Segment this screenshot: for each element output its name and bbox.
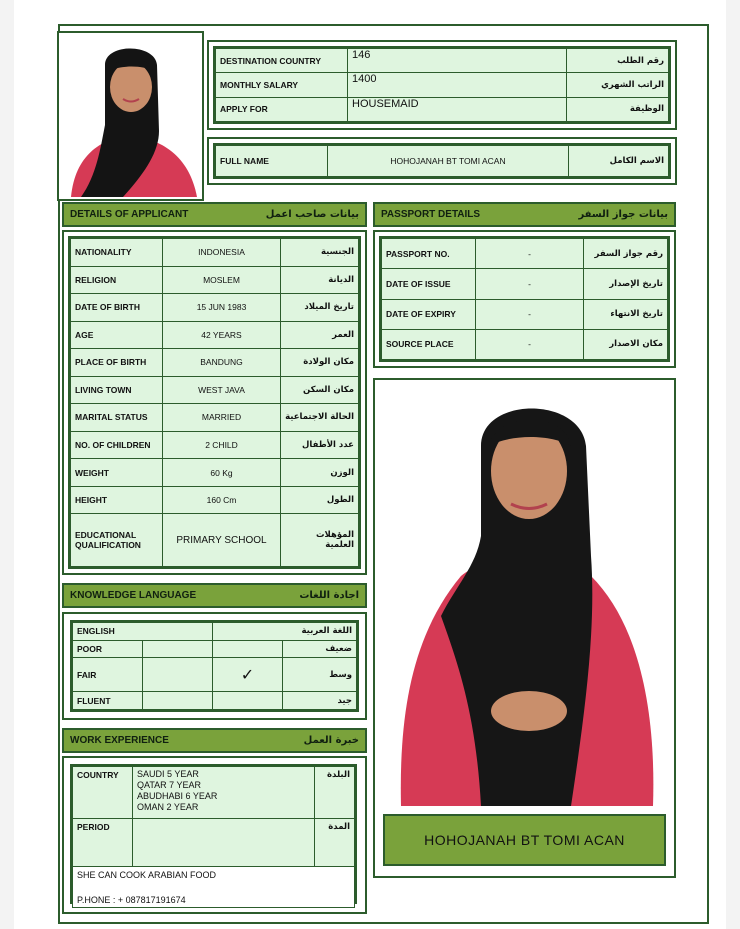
destination-country-ar: رقم الطلب [567, 49, 669, 73]
language-level-ar: جيد [283, 692, 357, 710]
language-level-label: FLUENT [73, 692, 143, 710]
applicant-row [71, 294, 359, 322]
monthly-salary-ar: الراتب الشهري [567, 73, 669, 97]
applicant-row [71, 404, 359, 432]
passport-row [382, 239, 668, 269]
applicant-field-ar: العمر [281, 321, 359, 349]
passport-field-value: - [476, 299, 584, 329]
applicant-field-label: WEIGHT [71, 459, 163, 487]
applicant-field-ar: الحالة الاجتماعية [281, 404, 359, 432]
language-box [62, 612, 367, 720]
passport-field-ar: تاريخ الإصدار [584, 269, 668, 299]
applicant-row [71, 431, 359, 459]
applicant-field-ar: عدد الأطفال [281, 431, 359, 459]
arabic-level-check [213, 640, 283, 658]
passport-row [382, 269, 668, 299]
passport-field-ar: رقم جواز السفر [584, 239, 668, 269]
cooking-note: SHE CAN COOK ARABIAN FOOD [77, 870, 217, 880]
applicant-header-en: DETAILS OF APPLICANT [70, 209, 189, 220]
destination-country-value: 146 [348, 49, 567, 73]
applicant-row [71, 376, 359, 404]
country-list [133, 767, 315, 819]
applicant-field-value: BANDUNG [163, 349, 281, 377]
country-item: OMAN 2 YEAR [137, 802, 199, 812]
experience-header [62, 728, 367, 753]
full-name-box [207, 137, 677, 185]
applicant-row [71, 239, 359, 267]
country-item: QATAR 7 YEAR [137, 780, 202, 790]
language-level-row [73, 658, 357, 692]
monthly-salary-label: MONTHLY SALARY [216, 73, 348, 97]
language-level-ar: وسط [283, 658, 357, 692]
english-level-check [143, 640, 213, 658]
country-item: ABUDHABI 6 YEAR [137, 791, 218, 801]
full-name-value: HOHOJANAH BT TOMI ACAN [328, 146, 569, 177]
applicant-field-label: MARITAL STATUS [71, 404, 163, 432]
passport-row [382, 329, 668, 359]
applicant-field-label: RELIGION [71, 266, 163, 294]
applicant-field-label: EDUCATIONAL QUALIFICATION [71, 514, 163, 567]
applicant-row [71, 514, 359, 567]
language-level-row [73, 692, 357, 710]
full-name-label: FULL NAME [216, 146, 328, 177]
passport-field-value: - [476, 239, 584, 269]
application-info-box [207, 40, 677, 130]
applicant-field-ar: مكان الولادة [281, 349, 359, 377]
applicant-field-ar: الجنسية [281, 239, 359, 267]
experience-header-ar: خبرة العمل [303, 735, 359, 746]
applicant-field-label: NATIONALITY [71, 239, 163, 267]
english-label: ENGLISH [73, 623, 213, 641]
applicant-header-ar: بيانات صاحب اعمل [265, 209, 359, 220]
period-value [133, 819, 315, 867]
apply-for-ar: الوظيفة [567, 97, 669, 121]
passport-header-ar: بيانات جواز السفر [578, 209, 668, 220]
monthly-salary-value: 1400 [348, 73, 567, 97]
period-ar: المدة [315, 819, 355, 867]
language-header-ar: اجادة اللغات [299, 590, 359, 601]
passport-field-value: - [476, 329, 584, 359]
applicant-field-ar: الديانة [281, 266, 359, 294]
applicant-field-ar: تاريخ الميلاد [281, 294, 359, 322]
applicant-field-ar: مكان السكن [281, 376, 359, 404]
applicant-field-value: 2 CHILD [163, 431, 281, 459]
applicant-field-value: WEST JAVA [163, 376, 281, 404]
passport-field-label: SOURCE PLACE [382, 329, 476, 359]
arabic-level-check [213, 692, 283, 710]
experience-header-en: WORK EXPERIENCE [70, 735, 169, 746]
applicant-field-value: 42 YEARS [163, 321, 281, 349]
large-portrait-photo [381, 386, 668, 806]
applicant-field-ar: الطول [281, 486, 359, 514]
arabic-label: اللغة العربية [213, 623, 357, 641]
country-ar: البلدة [315, 767, 355, 819]
applicant-field-ar: الوزن [281, 459, 359, 487]
passport-field-value: - [476, 269, 584, 299]
applicant-field-label: DATE OF BIRTH [71, 294, 163, 322]
country-item: SAUDI 5 YEAR [137, 769, 199, 779]
applicant-details-box [62, 230, 367, 575]
passport-field-label: PASSPORT NO. [382, 239, 476, 269]
period-label: PERIOD [73, 819, 133, 867]
apply-for-value: HOUSEMAID [348, 97, 567, 121]
applicant-field-value: PRIMARY SCHOOL [163, 514, 281, 567]
applicant-row [71, 349, 359, 377]
apply-for-label: APPLY FOR [216, 97, 348, 121]
applicant-field-value: INDONESIA [163, 239, 281, 267]
language-level-row [73, 640, 357, 658]
language-level-label: FAIR [73, 658, 143, 692]
applicant-row [71, 459, 359, 487]
passport-header [373, 202, 676, 227]
applicant-field-label: NO. OF CHILDREN [71, 431, 163, 459]
applicant-row [71, 486, 359, 514]
passport-row [382, 299, 668, 329]
destination-country-label: DESTINATION COUNTRY [216, 49, 348, 73]
phone-number: P.HONE : + 087817191674 [77, 895, 186, 905]
notes-cell [73, 867, 355, 908]
full-name-ar: الاسم الكامل [569, 146, 669, 177]
applicant-field-ar: المؤهلات العلمية [281, 514, 359, 567]
photo-caption: HOHOJANAH BT TOMI ACAN [383, 814, 666, 866]
small-photo-frame [57, 31, 204, 201]
applicant-field-value: 15 JUN 1983 [163, 294, 281, 322]
applicant-field-value: MOSLEM [163, 266, 281, 294]
applicant-field-value: MARRIED [163, 404, 281, 432]
passport-details-box [373, 230, 676, 368]
applicant-row [71, 266, 359, 294]
passport-field-label: DATE OF EXPIRY [382, 299, 476, 329]
applicant-field-label: AGE [71, 321, 163, 349]
arabic-level-check [213, 658, 283, 692]
country-label: COUNTRY [73, 767, 133, 819]
passport-field-label: DATE OF ISSUE [382, 269, 476, 299]
passport-header-en: PASSPORT DETAILS [381, 209, 481, 220]
applicant-field-label: HEIGHT [71, 486, 163, 514]
document-sheet [14, 0, 726, 929]
small-portrait-photo [61, 35, 200, 197]
experience-box [62, 756, 367, 914]
language-header [62, 583, 367, 608]
passport-field-ar: مكان الاصدار [584, 329, 668, 359]
language-level-label: POOR [73, 640, 143, 658]
english-level-check [143, 658, 213, 692]
passport-field-ar: تاريخ الانتهاء [584, 299, 668, 329]
applicant-header [62, 202, 367, 227]
applicant-field-value: 60 Kg [163, 459, 281, 487]
large-photo-frame [373, 378, 676, 878]
language-level-ar: ضعيف [283, 640, 357, 658]
applicant-field-value: 160 Cm [163, 486, 281, 514]
applicant-field-label: LIVING TOWN [71, 376, 163, 404]
language-header-en: KNOWLEDGE LANGUAGE [70, 590, 197, 601]
english-level-check [143, 692, 213, 710]
applicant-field-label: PLACE OF BIRTH [71, 349, 163, 377]
applicant-row [71, 321, 359, 349]
check-mark-icon: ✓ [240, 666, 255, 684]
